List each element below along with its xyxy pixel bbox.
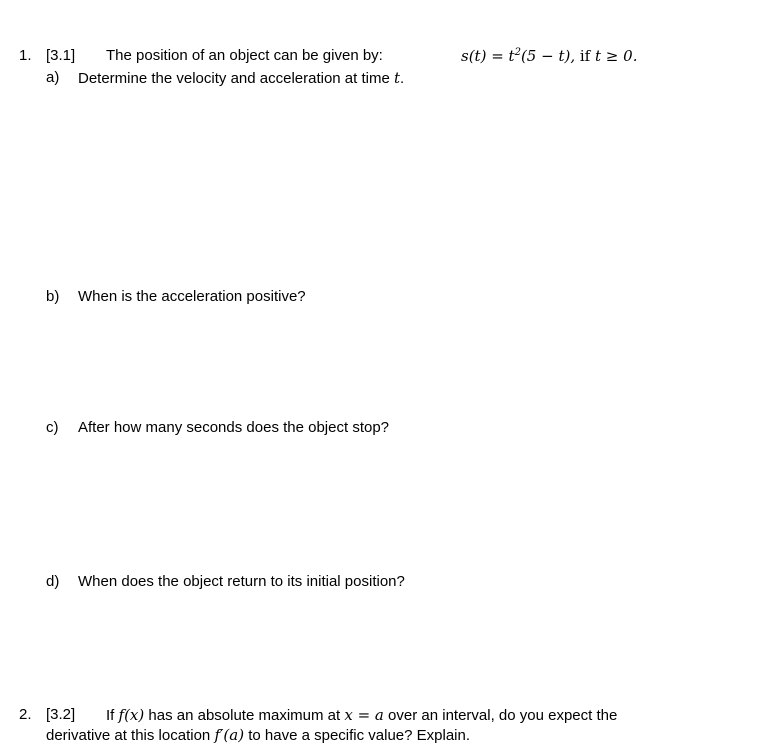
part-d-label: d) (46, 573, 60, 590)
q2-line1-t1: If (106, 707, 115, 724)
q2-line1-t2: has an absolute maximum at (148, 707, 341, 724)
question-2-line-2 (46, 725, 470, 746)
part-a-text-before: Determine the velocity and acceleration at time (78, 70, 390, 87)
part-d-text: When does the object return to its initial position? (78, 573, 405, 590)
q2-line2-m1: f′(a) (214, 726, 245, 744)
formula-condition: t ≥ 0. (595, 47, 638, 65)
formula-rhs: (5 − t), (520, 47, 576, 65)
q2-line1-t3: over an interval, do you expect the (388, 707, 618, 724)
part-a-var: t (394, 69, 401, 87)
part-b-text: When is the acceleration positive? (78, 288, 306, 305)
question-1-stem: The position of an object can be given by: (106, 47, 383, 64)
q2-line1-m2: x = a (344, 706, 384, 724)
question-2-line-1 (106, 705, 617, 726)
formula-exponent: 2 (514, 47, 521, 58)
question-2-section: [3.2] (46, 706, 76, 723)
part-c-text: After how many seconds does the object stop? (78, 419, 390, 436)
q2-line1-m1: f(x) (118, 706, 145, 724)
part-a-text-after: . (400, 70, 405, 87)
question-1-section: [3.1] (46, 47, 76, 64)
q2-line2-t1: derivative at this location (46, 727, 211, 744)
part-a-label: a) (46, 69, 60, 86)
question-2-number: 2. (19, 706, 32, 723)
q2-line2-t2: to have a specific value? Explain. (248, 727, 471, 744)
part-a-text (78, 68, 404, 89)
part-b-label: b) (46, 288, 60, 305)
part-c-label: c) (46, 419, 59, 436)
formula-lhs: s(t) = t (461, 47, 515, 65)
question-1-number: 1. (19, 47, 32, 64)
question-1-formula (461, 46, 637, 66)
formula-condition-word: if (579, 47, 591, 65)
